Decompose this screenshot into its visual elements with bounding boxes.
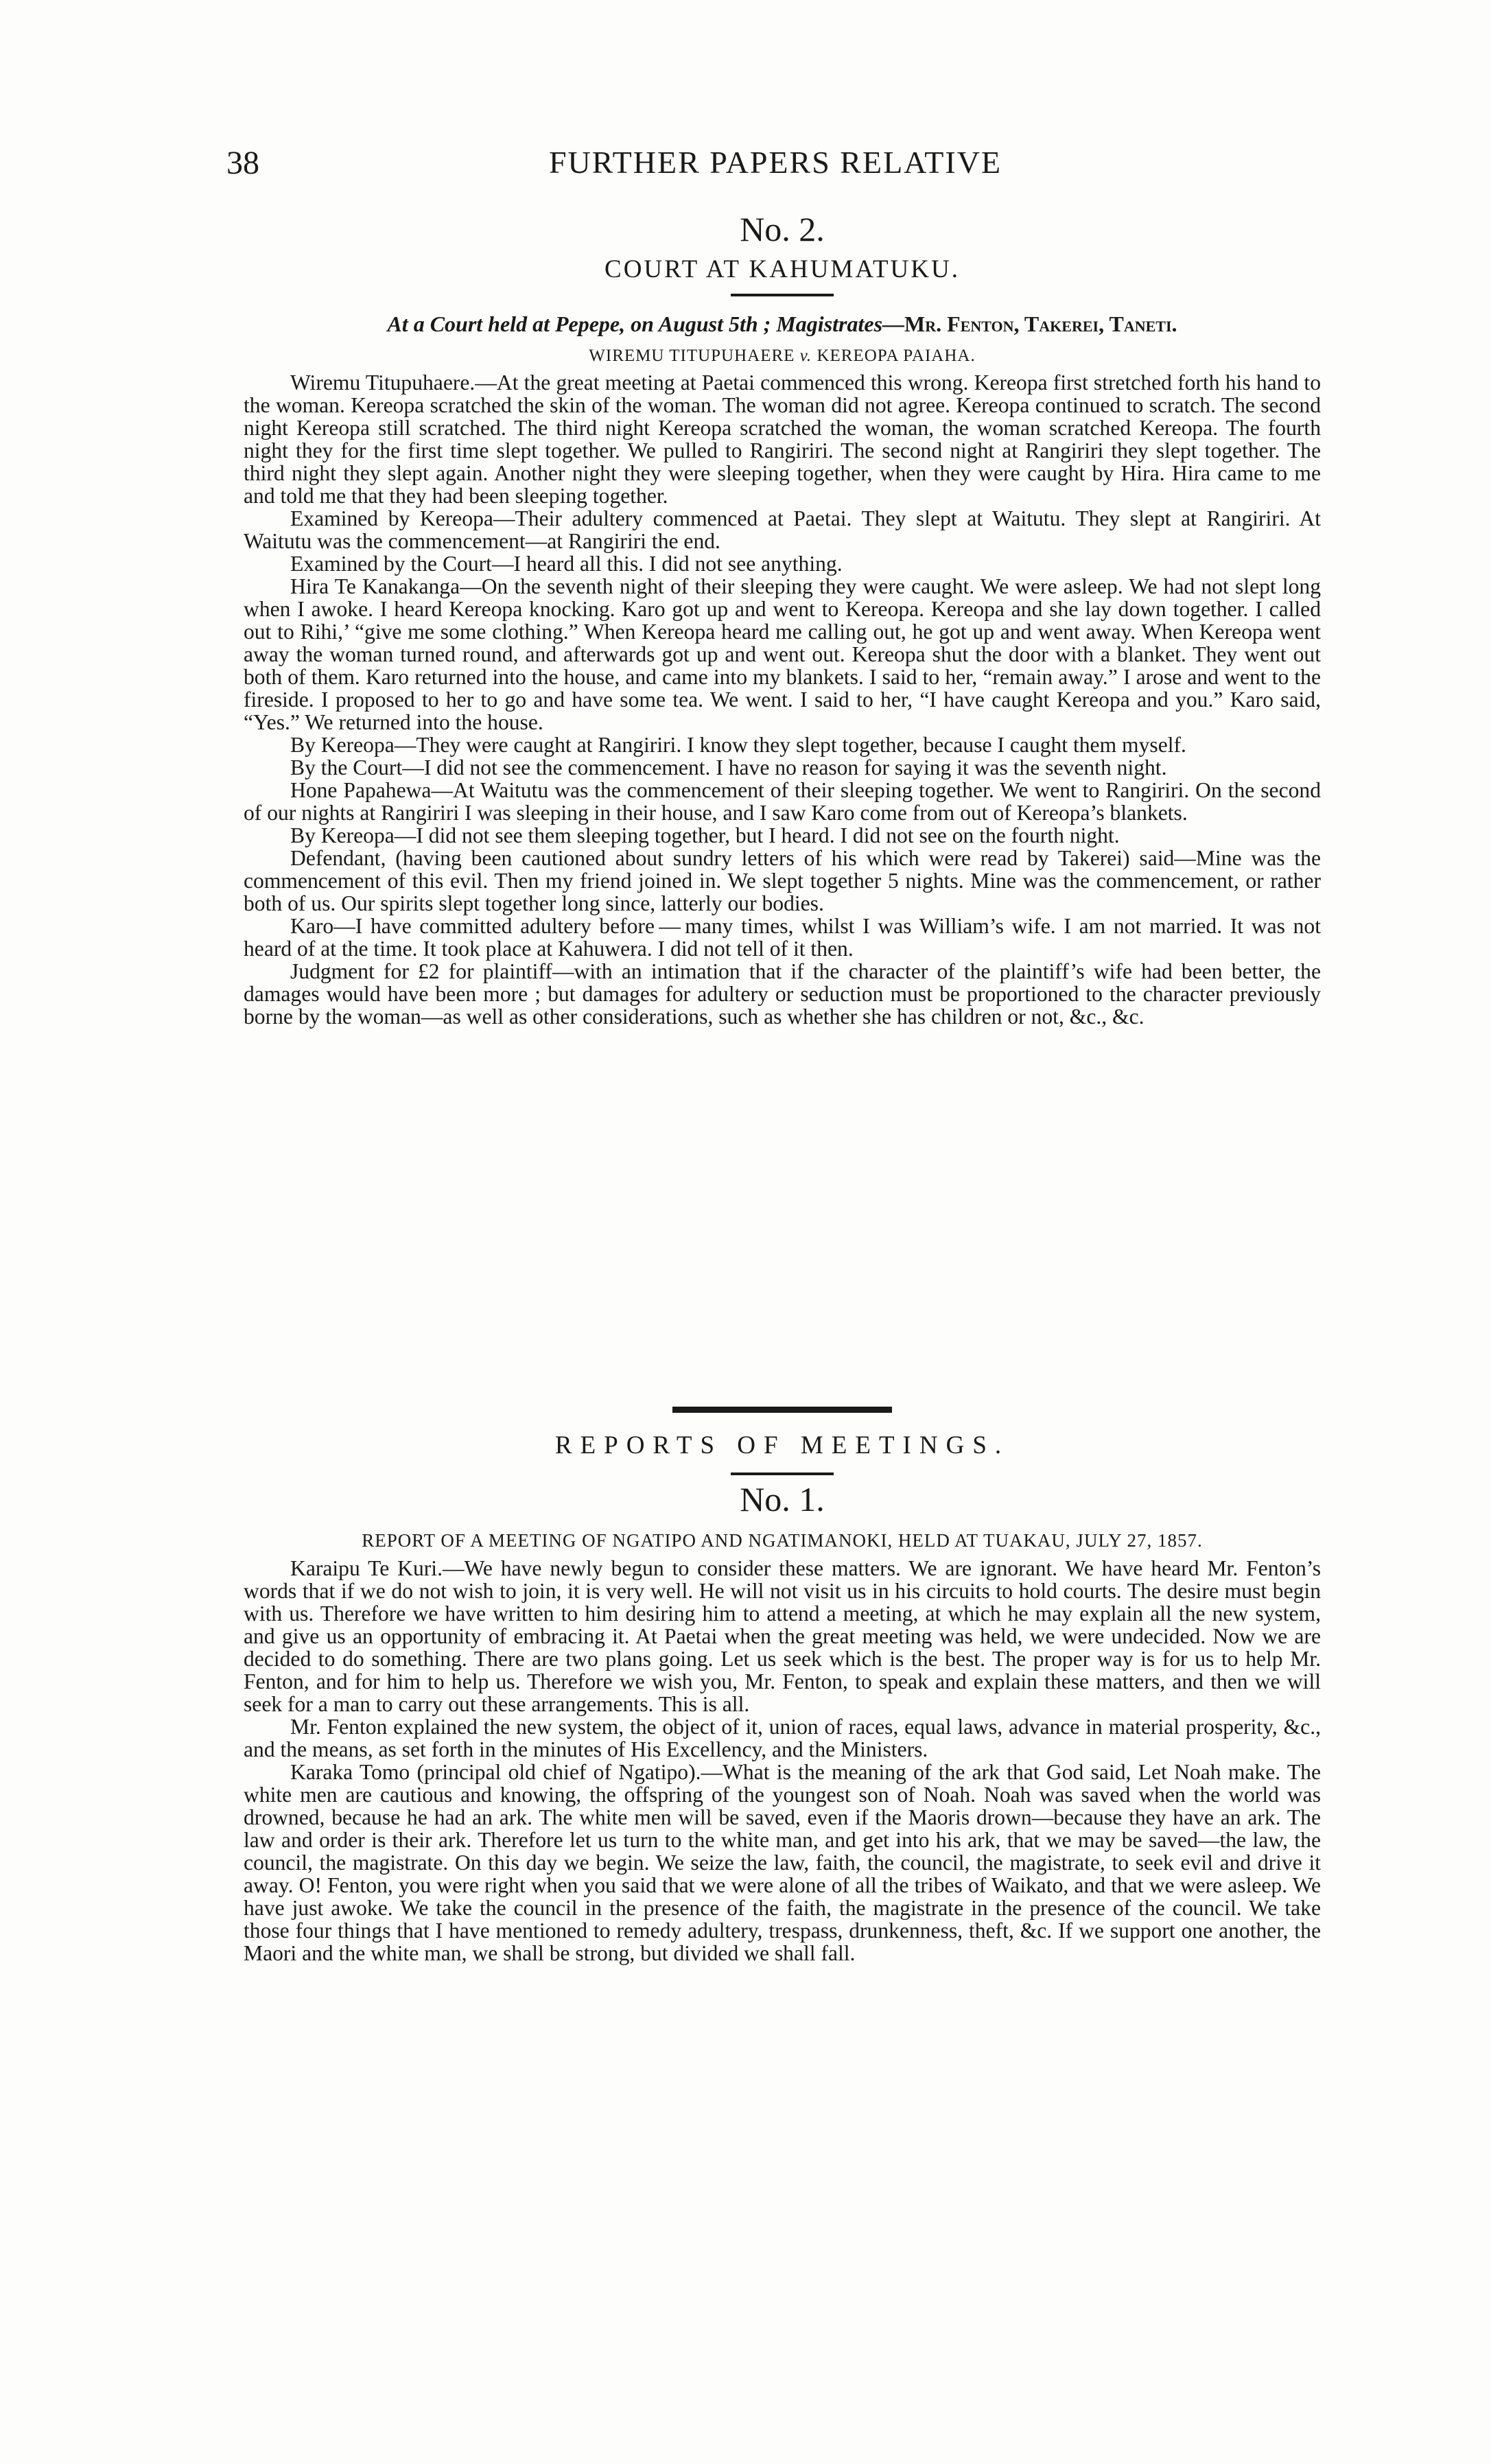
paragraph: Examined by Kereopa—Their adultery commenced at Paetai. They slept at Waitutu. They slept at Rangiriri. At Waitutu was the commencement—at Rangiriri the end. [244,506,1321,553]
report-title: REPORT OF A MEETING OF NGATIPO AND NGATIMANOKI, HELD AT TUAKAU, JULY 27, 1857. [362,1530,1203,1551]
court-intro [244,312,1321,337]
case-versus: v. [799,347,812,365]
case-title [244,347,1321,366]
running-head: FURTHER PAPERS RELATIVE [548,145,1002,180]
section-number-heading: No. 1. [740,1480,825,1518]
title-rule [731,1472,834,1475]
paragraph: By the Court—I did not see the commencement. I have no reason for saying it was the seventh night. [290,755,1167,779]
page-number: 38 [226,145,259,181]
case-party-plaintiff: WIREMU TITUPUHAERE [589,347,795,365]
court-intro-italic: At a Court held at Pepepe, on August 5th ; Magistrates— [387,312,905,336]
reports-section [244,1407,1321,1964]
section-divider [672,1407,892,1413]
paragraph: Wiremu Titupuhaere.—At the great meeting at Paetai commenced this wrong. Kereopa first stretched forth his hand to the woman. Kereopa scratched the skin of the woman. The woman did not agree. Kereopa continued to scratch. The second night Kereopa still scratched. The third night Kereopa scratched the woman, the woman scratched Kereopa. The fourth night they for the first time slept together. We pulled to Rangiriri. The second night at Rangiriri they slept together. The third night they slept again. Another night they were sleeping together, when they were caught by Hira. Hira came to me and told me that they had been sleeping together. [244,371,1321,508]
page-header [226,144,1324,185]
section-number-heading: No. 2. [740,210,825,248]
court-magistrates: Mr. Fenton, Takerei, Taneti. [904,312,1177,336]
paragraph: Defendant, (having been cautioned about sundry letters of his which were read by Takerei) said—Mine was the commencement of this evil. Then my friend joined in. We slept together 5 nights. Mine was the commencement, or rather both of us. Our spirits slept together long since, latterly our bodies. [244,846,1321,915]
paragraph: Mr. Fenton explained the new system, the object of it, union of races, equal laws, advance in material prosperity, &c., and the means, as set forth in the minutes of His Excellency, and the Ministers. [244,1715,1321,1761]
reports-title: REPORTS OF MEETINGS. [554,1431,1010,1459]
paragraph: By Kereopa—I did not see them sleeping together, but I heard. I did not see on the fourth night. [290,823,1120,847]
paragraph: Judgment for £2 for plaintiff—with an intimation that if the character of the plaintiff’s wife had been better, the damages would have been more ; but damages for adultery or seduction must be proportioned to the character previously borne by the woman—as well as other considerations, such as whether she has children or not, &c., &c. [244,959,1321,1029]
paragraph: Hone Papahewa—At Waitutu was the commencement of their sleeping together. We went to Rangiriri. On the second of our nights at Rangiriri I was sleeping in their house, and I saw Karo come from out of Kereopa’s blankets. [244,778,1321,825]
paragraph: Karo—I have committed adultery before — many times, whilst I was William’s wife. I am not married. It was not heard of at the time. It took place at Kahuwera. I did not tell of it then. [244,914,1321,961]
court-body [244,371,1321,1028]
paragraph: By Kereopa—They were caught at Rangiriri. I know they slept together, because I caught them myself. [290,733,1186,757]
paragraph: Karaka Tomo (principal old chief of Ngatipo).—What is the meaning of the ark that God said, Let Noah make. The white men are cautious and knowing, the offspring of the youngest son of Noah. Noah was saved when the world was drowned, because he had an ark. The white men will be saved, even if the Maoris drown—because they have an ark. The law and order is their ark. Therefore let us turn to the white man, and get into his ark, that we may be saved—the law, the council, the magistrate. On this day we begin. We seize the law, faith, the council, the magistrate, to seek evil and drive it away. O! Fenton, you were right when you said that we were alone of all the tribes of Waikato, and that we were asleep. We have just awoke. We take the council in the presence of the faith, the magistrate in the presence of the council. We take those four things that I have mentioned to remedy adultery, trespass, drunkenness, theft, &c. If we support one another, the Maori and the white man, we shall be strong, but divided we shall fall. [244,1760,1321,1965]
paragraph: Examined by the Court—I heard all this. I did not see anything. [290,552,843,576]
court-section [244,209,1321,1028]
title-rule [731,294,834,296]
case-party-defendant: KEREOPA PAIAHA. [817,347,976,365]
court-title: COURT AT KAHUMATUKU. [604,255,960,283]
paragraph: Karaipu Te Kuri.—We have newly begun to consider these matters. We are ignorant. We have heard Mr. Fenton’s words that if we do not wish to join, it is very well. He will not visit us in his circuits to hold courts. The desire must begin with us. Therefore we have written to him desiring him to attend a meeting, at which he may explain all the new system, and give us an opportunity of embracing it. At Paetai when the great meeting was held, we were undecided. Now we are decided to do something. There are two plans going. Let us seek which is the best. The proper way is for us to help Mr. Fenton, and for him to help us. Therefore we wish you, Mr. Fenton, to speak and explain these matters, and then we will seek for a man to carry out these arrangements. This is all. [244,1556,1321,1716]
report-body [244,1557,1321,1964]
paragraph: Hira Te Kanakanga—On the seventh night of their sleeping they were caught. We were asleep. We had not slept long when I awoke. I heard Kereopa knocking. Karo got up and went to Kereopa. Kereopa and she lay down together. I called out to Rihi,’ “give me some clothing.” When Kereopa heard me calling out, he got up and went away. When Kereopa went away the woman turned round, and afterwards got up and went out. Kereopa shut the door with a blanket. They went out both of them. Karo returned into the house, and came into my blankets. I said to her, “remain away.” I arose and went to the fireside. I proposed to her to go and have some tea. We went. I said to her, “I have caught Kereopa and you.” Karo said, “Yes.” We returned into the house. [244,574,1321,734]
